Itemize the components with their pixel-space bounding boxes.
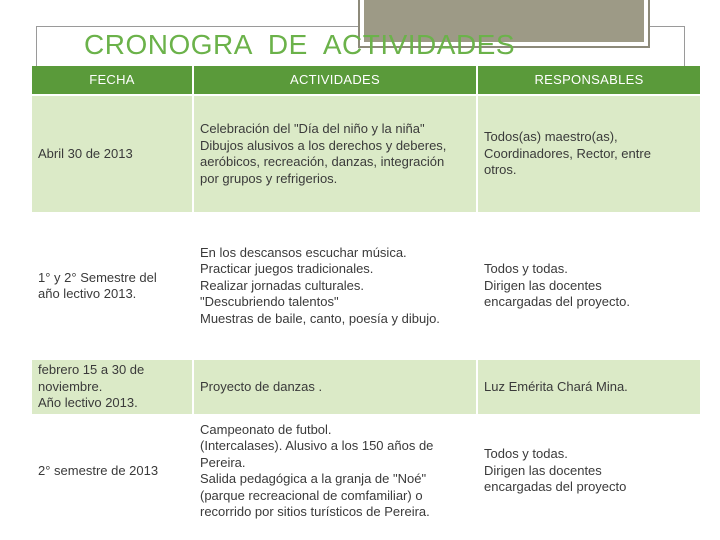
table-row-1-fecha: Abril 30 de 2013	[32, 96, 192, 212]
table-row-2-fecha: 1° y 2° Semestre del año lectivo 2013.	[32, 214, 192, 358]
table-row-4-fecha: 2° semestre de 2013	[32, 416, 192, 526]
header-responsables: RESPONSABLES	[478, 66, 700, 94]
table-row-2-actividades: En los descansos escuchar música. Practicar juegos tradicionales. Realizar jornadas culturales. "Descubriendo talentos" Muestras de baile, canto, poesía y dibujo.	[194, 214, 476, 358]
table-row-1-actividades: Celebración del "Día del niño y la niña" Dibujos alusivos a los derechos y deberes, aeróbicos, recreación, danzas, integración por grupos y refrigerios.	[194, 96, 476, 212]
table-row-1-responsables: Todos(as) maestro(as), Coordinadores, Rector, entre otros.	[478, 96, 700, 212]
page-title: CRONOGRA DE ACTIVIDADES	[84, 29, 516, 60]
table-row-4-actividades: Campeonato de futbol. (Intercalases). Alusivo a los 150 años de Pereira. Salida pedagógica a la granja de "Noé" (parque recreacional de comfamiliar) o recorrido por sitios turísticos de Pereira.	[194, 416, 476, 526]
activities-table	[32, 66, 700, 526]
title-frame-right	[684, 26, 685, 66]
table-row-3-actividades: Proyecto de danzas .	[194, 360, 476, 414]
table-row-2-responsables: Todos y todas. Dirigen las docentes encargadas del proyecto.	[478, 214, 700, 358]
title-frame-left	[36, 26, 37, 66]
header-actividades: ACTIVIDADES	[194, 66, 476, 94]
table-row-3-fecha: febrero 15 a 30 de noviembre. Año lectivo 2013.	[32, 360, 192, 414]
table-row-4-responsables: Todos y todas. Dirigen las docentes encargadas del proyecto	[478, 416, 700, 526]
table-row-3-responsables: Luz Emérita Chará Mina.	[478, 360, 700, 414]
header-fecha: FECHA	[32, 66, 192, 94]
